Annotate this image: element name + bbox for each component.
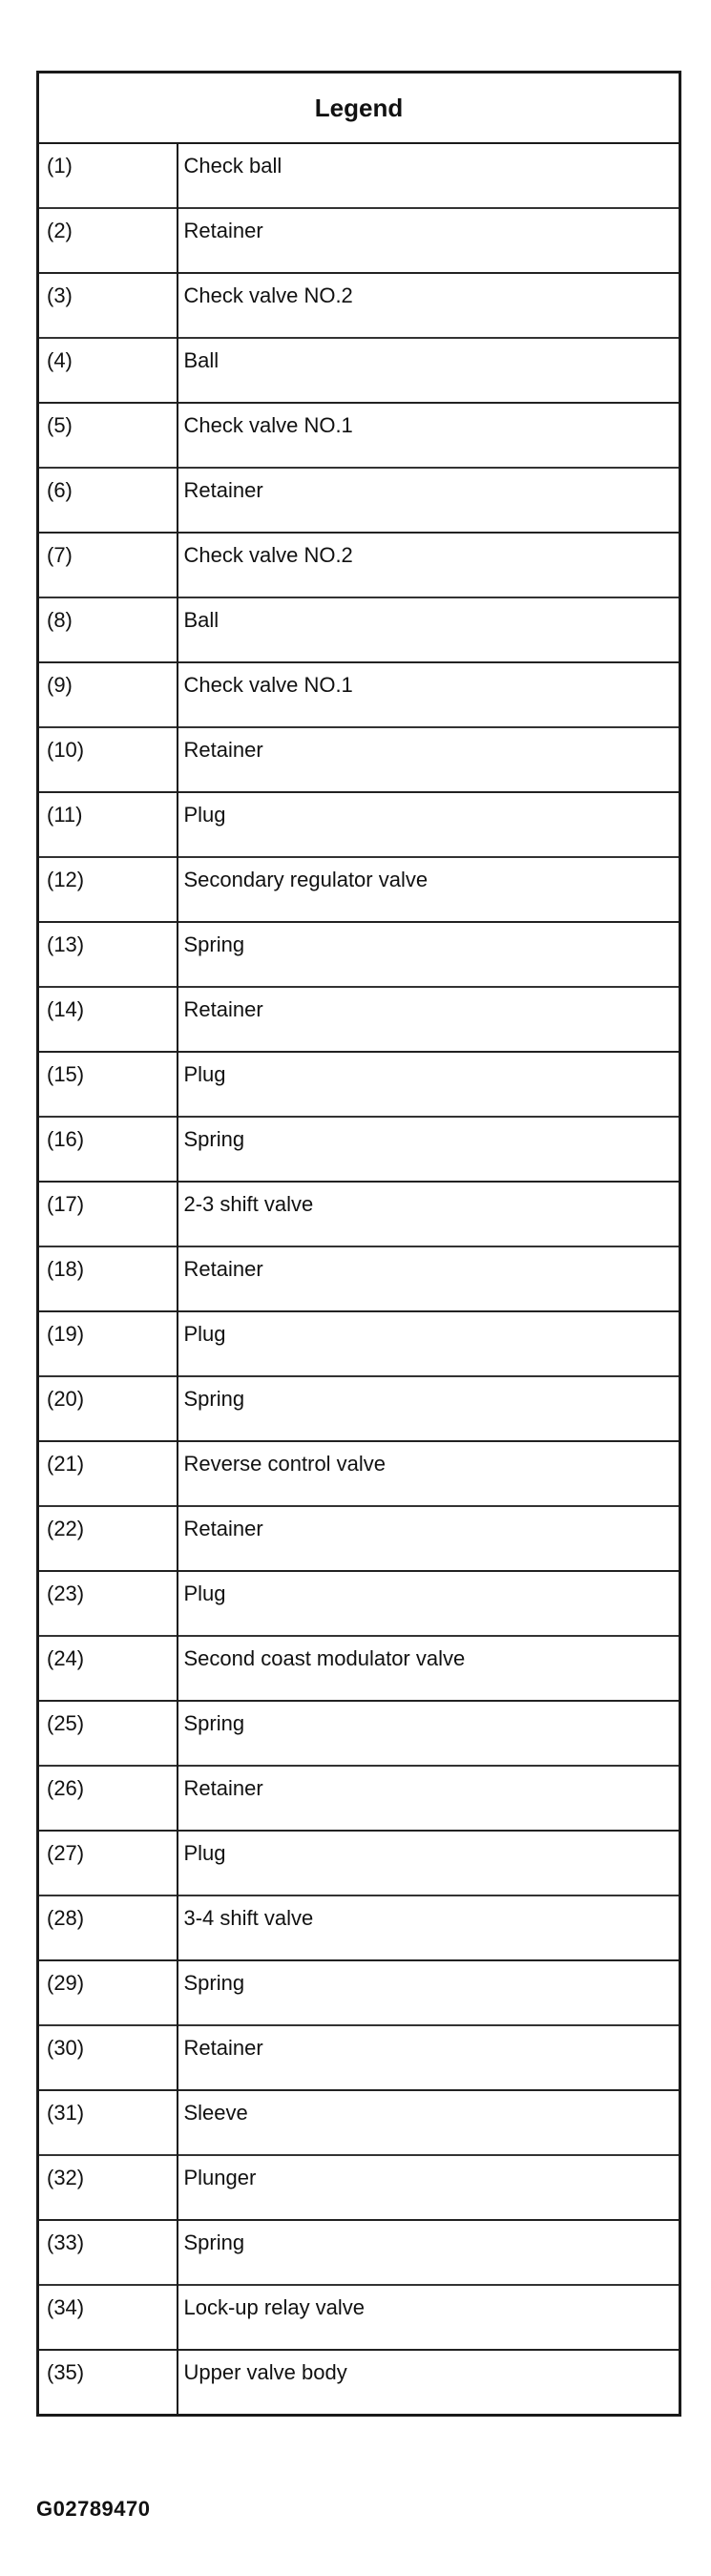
legend-item-number: (6) <box>38 468 178 533</box>
table-row <box>38 2350 680 2415</box>
table-row <box>38 468 680 533</box>
legend-item-description: Plug <box>178 1052 680 1117</box>
legend-item-description: Retainer <box>178 1246 680 1311</box>
legend-item-description: Spring <box>178 922 680 987</box>
table-row <box>38 143 680 208</box>
table-row <box>38 1441 680 1506</box>
table-row <box>38 597 680 662</box>
legend-item-number: (25) <box>38 1701 178 1766</box>
table-row <box>38 208 680 273</box>
table-row <box>38 1831 680 1895</box>
legend-item-description: Spring <box>178 1701 680 1766</box>
legend-item-description: Plug <box>178 1571 680 1636</box>
table-row <box>38 792 680 857</box>
table-row <box>38 1571 680 1636</box>
legend-item-number: (2) <box>38 208 178 273</box>
legend-item-number: (5) <box>38 403 178 468</box>
legend-item-number: (7) <box>38 533 178 597</box>
legend-item-number: (3) <box>38 273 178 338</box>
table-row <box>38 922 680 987</box>
legend-item-number: (26) <box>38 1766 178 1831</box>
legend-item-description: Check valve NO.2 <box>178 273 680 338</box>
legend-item-description: Sleeve <box>178 2090 680 2155</box>
legend-item-description: Ball <box>178 597 680 662</box>
table-row <box>38 662 680 727</box>
legend-item-number: (32) <box>38 2155 178 2220</box>
legend-item-description: Retainer <box>178 468 680 533</box>
legend-item-number: (33) <box>38 2220 178 2285</box>
table-row <box>38 2155 680 2220</box>
legend-item-description: Secondary regulator valve <box>178 857 680 922</box>
legend-item-number: (19) <box>38 1311 178 1376</box>
legend-item-number: (1) <box>38 143 178 208</box>
table-row <box>38 533 680 597</box>
legend-body <box>38 143 680 2415</box>
legend-item-number: (29) <box>38 1960 178 2025</box>
legend-item-description: Spring <box>178 1376 680 1441</box>
legend-item-description: 2-3 shift valve <box>178 1182 680 1246</box>
table-row <box>38 1376 680 1441</box>
table-row <box>38 1636 680 1701</box>
legend-item-description: Plunger <box>178 2155 680 2220</box>
legend-item-number: (16) <box>38 1117 178 1182</box>
table-row <box>38 2285 680 2350</box>
legend-item-description: Reverse control valve <box>178 1441 680 1506</box>
legend-item-description: Retainer <box>178 987 680 1052</box>
legend-item-number: (9) <box>38 662 178 727</box>
table-row <box>38 2025 680 2090</box>
legend-item-number: (10) <box>38 727 178 792</box>
legend-item-number: (20) <box>38 1376 178 1441</box>
table-row <box>38 1701 680 1766</box>
legend-item-number: (17) <box>38 1182 178 1246</box>
legend-item-description: Retainer <box>178 1766 680 1831</box>
legend-header-row <box>38 73 680 144</box>
legend-item-number: (13) <box>38 922 178 987</box>
table-row <box>38 2090 680 2155</box>
legend-item-number: (21) <box>38 1441 178 1506</box>
legend-item-description: Check valve NO.1 <box>178 403 680 468</box>
figure-code: G02789470 <box>36 2497 151 2521</box>
legend-item-description: Retainer <box>178 727 680 792</box>
legend-item-number: (4) <box>38 338 178 403</box>
legend-item-description: Check valve NO.1 <box>178 662 680 727</box>
legend-item-number: (14) <box>38 987 178 1052</box>
table-row <box>38 727 680 792</box>
legend-item-description: Ball <box>178 338 680 403</box>
table-row <box>38 403 680 468</box>
legend-item-description: Spring <box>178 1960 680 2025</box>
legend-item-description: 3-4 shift valve <box>178 1895 680 1960</box>
legend-item-number: (15) <box>38 1052 178 1117</box>
legend-item-number: (35) <box>38 2350 178 2415</box>
table-row <box>38 987 680 1052</box>
legend-item-number: (24) <box>38 1636 178 1701</box>
table-row <box>38 273 680 338</box>
legend-item-description: Retainer <box>178 208 680 273</box>
table-row <box>38 1506 680 1571</box>
legend-item-number: (28) <box>38 1895 178 1960</box>
legend-item-description: Upper valve body <box>178 2350 680 2415</box>
legend-item-number: (8) <box>38 597 178 662</box>
legend-item-description: Plug <box>178 1311 680 1376</box>
legend-item-number: (27) <box>38 1831 178 1895</box>
table-row <box>38 1052 680 1117</box>
legend-title: Legend <box>38 73 680 144</box>
legend-table <box>36 71 681 2417</box>
table-row <box>38 1182 680 1246</box>
legend-item-description: Plug <box>178 1831 680 1895</box>
legend-item-number: (31) <box>38 2090 178 2155</box>
legend-item-number: (22) <box>38 1506 178 1571</box>
legend-item-number: (11) <box>38 792 178 857</box>
legend-item-description: Check valve NO.2 <box>178 533 680 597</box>
legend-item-number: (30) <box>38 2025 178 2090</box>
table-row <box>38 1117 680 1182</box>
legend-item-number: (18) <box>38 1246 178 1311</box>
legend-item-description: Retainer <box>178 1506 680 1571</box>
table-row <box>38 338 680 403</box>
legend-item-description: Second coast modulator valve <box>178 1636 680 1701</box>
legend-item-description: Spring <box>178 2220 680 2285</box>
table-row <box>38 1766 680 1831</box>
table-row <box>38 1960 680 2025</box>
legend-item-description: Spring <box>178 1117 680 1182</box>
table-row <box>38 2220 680 2285</box>
legend-item-description: Check ball <box>178 143 680 208</box>
table-row <box>38 1895 680 1960</box>
legend-item-number: (12) <box>38 857 178 922</box>
legend-item-number: (23) <box>38 1571 178 1636</box>
legend-item-description: Lock-up relay valve <box>178 2285 680 2350</box>
table-row <box>38 857 680 922</box>
table-row <box>38 1246 680 1311</box>
table-row <box>38 1311 680 1376</box>
legend-item-description: Plug <box>178 792 680 857</box>
legend-item-description: Retainer <box>178 2025 680 2090</box>
legend-item-number: (34) <box>38 2285 178 2350</box>
